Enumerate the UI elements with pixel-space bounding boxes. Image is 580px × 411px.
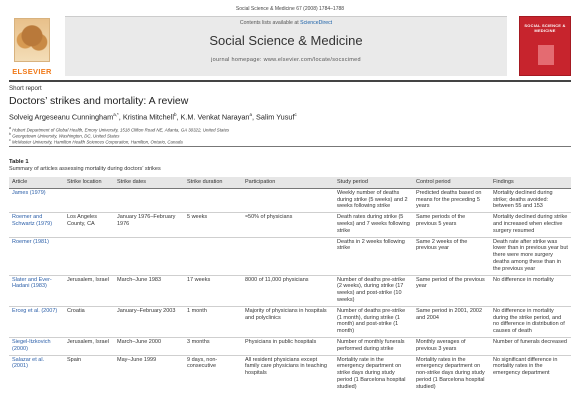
participation-cell: Physicians in public hospitals [242, 337, 334, 355]
duration-cell: 9 days, non-consecutive [184, 355, 242, 392]
article-cell[interactable]: Roemer and Schwartz (1979) [9, 213, 64, 237]
publisher-name: ELSEVIER [12, 67, 52, 76]
author-sup: c [294, 112, 297, 117]
journal-cover-image [519, 16, 571, 76]
duration-cell: 17 weeks [184, 275, 242, 306]
affiliation-text: Hubert Department of Global Health, Emory University, 1518 Clifton Road NE, Atlanta, GA 30322, United States [12, 127, 230, 133]
control-period-cell: Same period of the previous year [413, 275, 490, 306]
table-caption: Summary of articles assessing mortality during doctors’ strikes [9, 166, 161, 172]
affiliation-sup: c [9, 138, 11, 142]
duration-cell: 1 month [184, 306, 242, 337]
article-title: Doctors’ strikes and mortality: A review [9, 95, 189, 107]
control-period-cell: Same period in 2001, 2002 and 2004 [413, 306, 490, 337]
column-header: Strike location [64, 177, 114, 188]
study-period-cell: Deaths in 2 weeks following strike [334, 237, 413, 275]
table-row [9, 237, 571, 275]
column-header: Control period [413, 177, 490, 188]
affiliation-text: McMaster University, Hamilton Health Sciences Corporation, Hamilton, Ontario, Canada [11, 139, 183, 145]
column-header: Strike dates [114, 177, 184, 188]
table-row [9, 275, 571, 306]
findings-cell: No difference in mortality during the strike period, and no difference in distribution of causes of death [490, 306, 571, 337]
findings-cell: Number of funerals decreased [490, 337, 571, 355]
duration-cell: 3 months [184, 337, 242, 355]
author-name[interactable]: K.M. Venkat Narayan [180, 112, 250, 122]
elsevier-logo [9, 16, 55, 76]
affiliation-sup: b [9, 132, 11, 136]
dates-cell: May–June 1999 [114, 355, 184, 392]
author-sup: a [249, 112, 252, 117]
dates-cell: March–June 2000 [114, 337, 184, 355]
location-cell: Croatia [64, 306, 114, 337]
study-period-cell: Weekly number of deaths during strike (5 weeks) and 2 weeks following strike [337, 189, 408, 210]
study-period-cell: Mortality rate in the emergency department on strike days during study period (1 Barcelona hospital studied) [334, 355, 413, 392]
author-name[interactable]: Solveig Argeseanu Cunningham [9, 112, 114, 122]
findings-cell: Death rate after strike was lower than in previous year but there were more surgery deaths among these than in the previous year [490, 237, 571, 275]
dates-cell: January 1976–February 1976 [114, 213, 184, 237]
cover-title: SOCIAL SCIENCE & MEDICINE [524, 23, 566, 33]
dates-cell: March–June 1983 [114, 275, 184, 306]
table-row [9, 355, 571, 392]
column-header: Article [9, 177, 64, 188]
table-row [9, 306, 571, 337]
author-sup: a,* [113, 112, 119, 117]
column-header: Participation [242, 177, 334, 188]
dates-cell [114, 188, 184, 212]
location-cell [64, 188, 114, 212]
study-period-cell: Number of monthly funerals performed during strike [334, 337, 413, 355]
affiliation-sup: a [9, 126, 11, 130]
study-period-cell: Number of deaths pre-strike (2 weeks), during strike (17 weeks) and post-strike (10 weeks) [334, 275, 413, 306]
table-label: Table 1 [9, 159, 29, 165]
table-body [9, 188, 571, 392]
article-cell[interactable]: Slater and Ever-Hadani (1983) [9, 275, 64, 306]
findings-cell: Mortality declined during strike; deaths avoided: between 55 and 153 [493, 189, 553, 210]
author-name[interactable]: Salim Yusuf [256, 112, 295, 122]
elsevier-tree-icon [14, 18, 50, 62]
duration-cell [184, 188, 242, 212]
location-cell [64, 237, 114, 275]
column-header: Strike duration [184, 177, 242, 188]
control-period-cell: Mortality rates in the emergency department on non-strike days during study period (1 Barcelona hospital studied) [413, 355, 490, 392]
location-cell: Jerusalem, Israel [64, 337, 114, 355]
location-cell: Spain [64, 355, 114, 392]
participation-cell: ≈50% of physicians [242, 213, 334, 237]
contents-line [65, 20, 507, 26]
article-cell[interactable]: James (1979) [12, 189, 46, 196]
control-period-cell: Same 2 weeks of the previous year [413, 237, 490, 275]
article-cell[interactable]: Siegel-Itzkovich (2000) [9, 337, 64, 355]
author-name[interactable]: Kristina Mitchell [122, 112, 174, 122]
journal-title: Social Science & Medicine [209, 33, 363, 48]
control-period-cell: Monthly averages of previous 3 years [413, 337, 490, 355]
affiliation-text: Georgetown University, Washington, DC, United States [12, 133, 120, 139]
participation-cell [242, 237, 334, 275]
participation-cell: 8000 of 11,000 physicians [242, 275, 334, 306]
section-divider [9, 146, 571, 147]
dates-cell [114, 237, 184, 275]
contents-prefix: Contents lists available at [239, 20, 301, 26]
table-row [9, 188, 571, 212]
column-header: Findings [490, 177, 571, 188]
journal-masthead [9, 16, 571, 76]
cover-graphic [538, 45, 554, 65]
participation-cell [242, 188, 334, 212]
affiliation [9, 138, 183, 144]
journal-homepage[interactable]: journal homepage: www.elsevier.com/locate/socscimed [211, 57, 361, 63]
article-cell[interactable]: Erceg et al. (2007) [9, 306, 64, 337]
participation-cell: All resident physicians except family care physicians in teaching hospitals [242, 355, 334, 392]
table-row [9, 337, 571, 355]
study-period-cell: Number of deaths pre-strike (1 month), during strike (1 month) and post-strike (1 month) [334, 306, 413, 337]
sciencedirect-link[interactable]: ScienceDirect [300, 20, 333, 26]
duration-cell [184, 237, 242, 275]
article-cell[interactable]: Salazar et al. (2001) [9, 355, 64, 392]
findings-cell: No significant difference in mortality rates in the emergency department [490, 355, 571, 392]
dates-cell: January–February 2003 [114, 306, 184, 337]
author-list: Solveig Argeseanu Cunningham$^{a,*}$, Kristina Mitchell$^b$, K.M. Venkat Narayan$^a$, Salim Yusuf$^c$ [9, 112, 297, 122]
participation-cell: Majority of physicians in hospitals and polyclinics [242, 306, 334, 337]
table-row [9, 213, 571, 237]
findings-cell: Mortality declined during strike and increased when elective surgery resumed [490, 213, 571, 237]
summary-table [9, 177, 571, 393]
article-type: Short report [9, 85, 42, 92]
duration-cell: 5 weeks [184, 213, 242, 237]
running-head: Social Science & Medicine 67 (2008) 1784–1788 [235, 6, 345, 12]
control-period-cell: Same periods of the previous 5 years [413, 213, 490, 237]
location-cell: Jerusalem, Israel [64, 275, 114, 306]
header-divider [9, 80, 571, 82]
study-period-cell: Death rates during strike (5 weeks) and 7 weeks following strike [334, 213, 413, 237]
control-period-cell: Predicted deaths based on means for the preceding 5 years [416, 189, 482, 210]
author-sup: b [173, 112, 177, 117]
journal-header-box [65, 16, 507, 76]
column-header: Study period [334, 177, 413, 188]
article-cell[interactable]: Roemer (1981) [9, 237, 64, 275]
findings-cell: No difference in mortality [490, 275, 571, 306]
location-cell: Los Angeles County, CA [64, 213, 114, 237]
table-header-row [9, 177, 571, 188]
